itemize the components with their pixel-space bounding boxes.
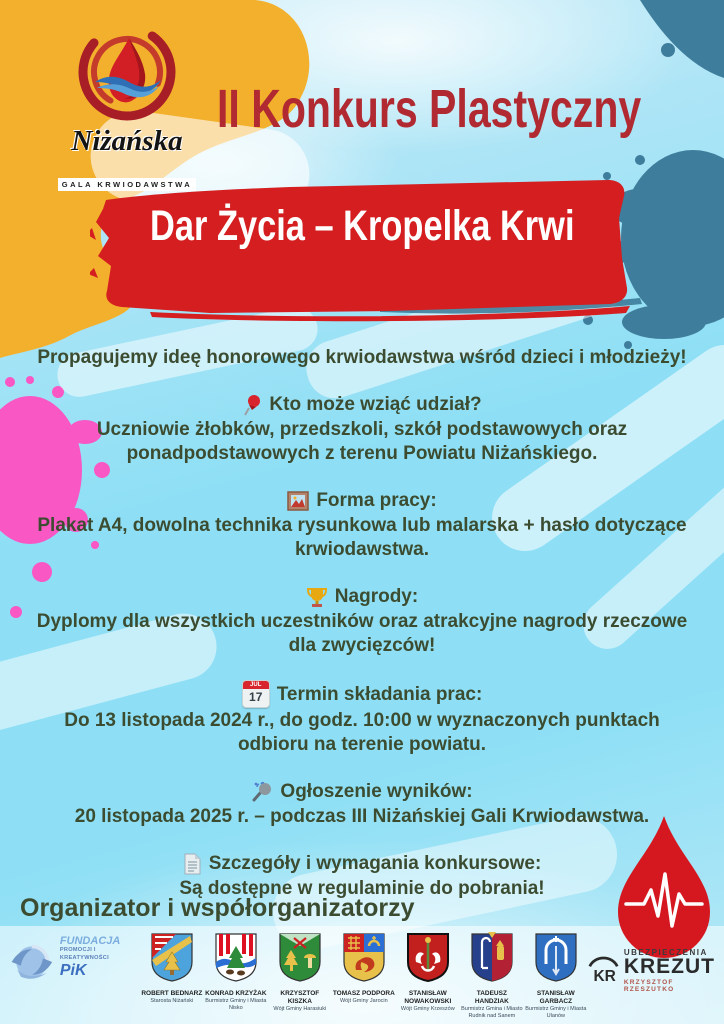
krezut-line2: KREZUT xyxy=(623,955,716,978)
calendar-month: JUL xyxy=(243,681,269,689)
section-prizes xyxy=(20,584,704,658)
krezut-logo xyxy=(588,948,718,993)
organizer-podpora: TOMASZ PODPORA Wójt Gminy Jarocin xyxy=(332,932,396,1005)
poster-title: II Konkurs Plastyczny xyxy=(216,79,642,139)
poster-content xyxy=(20,346,704,901)
section-deadline xyxy=(20,680,704,757)
coat-of-arms-jarocin xyxy=(342,932,386,982)
calendar-icon xyxy=(242,680,270,708)
coat-of-arms-rudnik xyxy=(470,932,514,982)
organizer-bednarz: ROBERT BEDNARZ Starosta Niżański xyxy=(140,932,204,1005)
krezut-line1: UBEZPIECZENIA xyxy=(623,948,708,957)
document-icon xyxy=(183,853,202,875)
pushpin-icon xyxy=(242,394,262,416)
pik-line2: PROMOCJI I KREATYWNOŚCI xyxy=(59,947,110,961)
section-body: Uczniowie żłobków, przedszkoli, szkół podstawowych oraz ponadpodstawowych z terenu Powiatu Niżańskiego. xyxy=(96,419,628,464)
title-banner xyxy=(90,170,635,322)
microphone-icon xyxy=(251,781,273,803)
section-who-can-join xyxy=(20,392,704,466)
section-body: Dyplomy dla wszystkich uczestników oraz atrakcyjne nagrody rzeczowe dla zwycięzców! xyxy=(36,611,688,656)
krezut-line3: KRZYSZTOF RZESZUTKO xyxy=(623,978,675,993)
pik-line3: PiK xyxy=(59,961,87,979)
coat-of-arms-nisko xyxy=(214,932,258,982)
organizer-garbacz: STANISŁAW GARBACZ Burmistrz Gminy i Miasta Ulanów xyxy=(524,932,588,1021)
framed-picture-icon xyxy=(287,491,309,511)
brand-subtitle: GALA KRWIODAWSTWA xyxy=(58,178,196,191)
section-body: Plakat A4, dowolna technika rysunkowa lub malarska + hasło dotyczące krwiodawstwa. xyxy=(37,515,687,560)
coat-of-arms-krzeszow xyxy=(406,932,450,982)
section-heading: Termin składania prac: xyxy=(276,683,483,705)
brand-name: Niżańska xyxy=(71,125,183,157)
organizer-kiszka: KRZYSZTOF KISZKA Wójt Gminy Harasiuki xyxy=(268,932,332,1013)
section-body: Do 13 listopada 2024 r., do godz. 10:00 w wyznaczonych punktach odbioru na terenie powiatu. xyxy=(64,710,660,755)
pik-foundation-logo xyxy=(8,932,140,988)
trophy-icon xyxy=(306,586,328,608)
coat-of-arms-ulanow xyxy=(534,932,578,982)
calendar-day: 17 xyxy=(249,690,263,704)
pik-swirl-icon xyxy=(8,936,56,988)
intro-line: Propagujemy ideę honorowego krwiodawstwa wśród dzieci i młodzieży! xyxy=(37,347,687,368)
pik-line1: FUNDACJA xyxy=(59,935,121,947)
section-results xyxy=(20,779,704,829)
coat-of-arms-harasiuki xyxy=(278,932,322,982)
coat-of-arms-powiat-nizanski xyxy=(150,932,194,982)
organizer-handziak: TADEUSZ HANDZIAK Burmistrz Gmina i Miasto Rudnik nad Sanem xyxy=(460,932,524,1021)
section-heading: Kto może wziąć udział? xyxy=(269,394,482,415)
svg-text:KR: KR xyxy=(593,968,616,986)
section-heading: Szczegóły i wymagania konkursowe: xyxy=(208,853,542,874)
section-artwork-format xyxy=(20,488,704,562)
organizers-row xyxy=(8,932,718,1021)
section-body: 20 listopada 2025 r. – podczas III Niżańskiej Gali Krwiodawstwa. xyxy=(74,806,650,827)
organizer-krzyzak: KONRAD KRZYŻAK Burmistrz Gminy i Miasta Nisko xyxy=(204,932,268,1012)
section-heading: Forma pracy: xyxy=(316,490,437,511)
organizers-heading: Organizator i współorganizatorzy xyxy=(20,894,415,922)
section-heading: Ogłoszenie wyników: xyxy=(280,781,473,802)
section-heading: Nagrody: xyxy=(334,586,419,607)
kr-monogram-icon xyxy=(588,952,619,988)
section-body: Są dostępne w regulaminie do pobrania! xyxy=(179,878,545,899)
banner-title: Dar Życia – Kropelka Krwi xyxy=(150,202,575,250)
organizer-nowakowski: STANISŁAW NOWAKOWSKI Wójt Gminy Krzeszów xyxy=(396,932,460,1013)
